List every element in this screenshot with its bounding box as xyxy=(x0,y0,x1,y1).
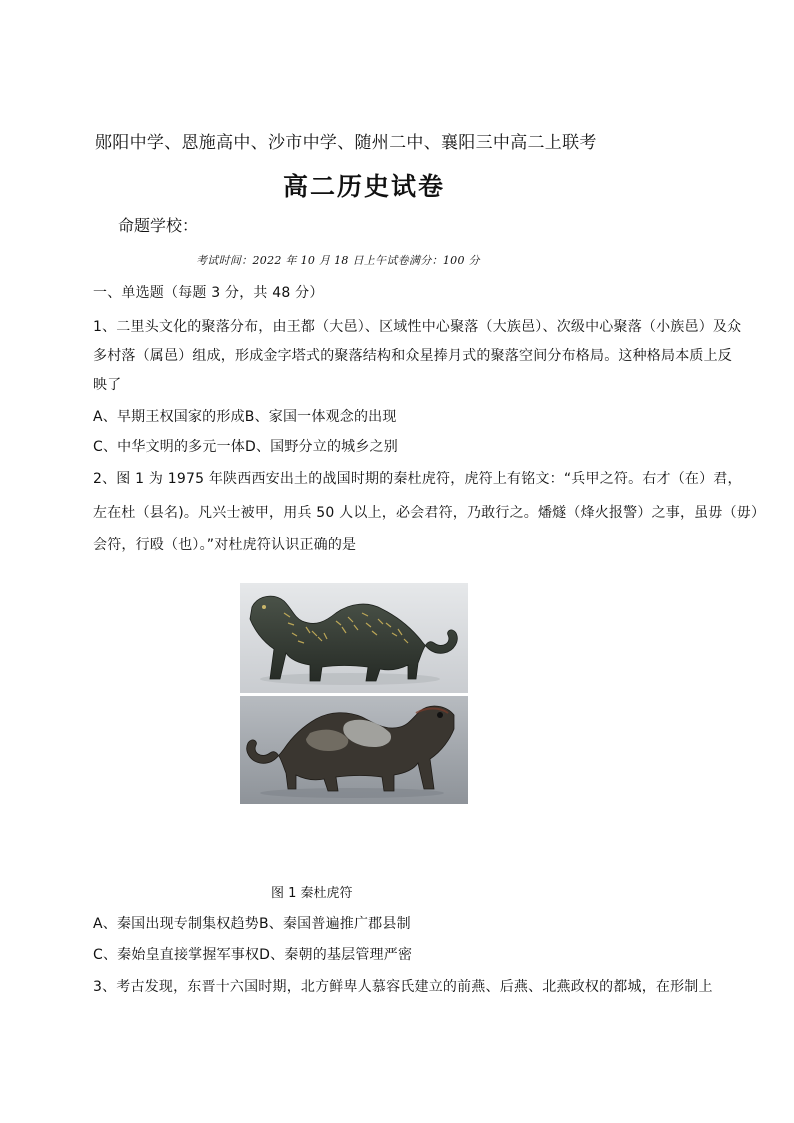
q2-options-cd: C、秦始皇直接掌握军事权D、秦朝的基层管理严密 xyxy=(93,947,413,963)
page-title: 高二历史试卷 xyxy=(283,172,446,201)
figure-caption: 图 1 秦杜虎符 xyxy=(271,886,353,901)
q1-options-ab: A、早期王权国家的形成B、家国一体观念的出现 xyxy=(93,409,397,425)
q2-line2: 左在杜（县名)。凡兴士被甲，用兵 50 人以上，必会君符，乃敢行之。燔燧（烽火报警）之事，虽毋（毋） xyxy=(93,505,766,521)
q1-line2: 多村落（属邑）组成，形成金字塔式的聚落结构和众星捧月式的聚落空间分布格局。这种格局本质上反 xyxy=(93,348,732,364)
school-label: 命题学校： xyxy=(118,216,199,235)
q2-line1: 2、图 1 为 1975 年陕西西安出土的战国时期的秦杜虎符，虎符上有铭文：“兵甲之符。右才（在）君， xyxy=(93,471,742,487)
exam-info: 考试时间：2022 年 10 月 18 日上午试卷满分：100 分 xyxy=(196,254,480,267)
q1-line1: 1、二里头文化的聚落分布，由王都（大邑）、区域性中心聚落（大族邑）、次级中心聚落（小族邑）及众 xyxy=(93,319,742,335)
tiger-tally-photo-bottom xyxy=(240,696,468,804)
section-heading: 一、单选题（每题 3 分，共 48 分） xyxy=(93,285,324,301)
tiger-tally-figure xyxy=(240,583,468,804)
q2-line3: 会符，行殴（也）。”对杜虎符认识正确的是 xyxy=(93,537,357,553)
q1-line3: 映了 xyxy=(93,377,122,393)
q3-line1: 3、考古发现，东晋十六国时期，北方鲜卑人慕容氏建立的前燕、后燕、北燕政权的都城，在形制上 xyxy=(93,979,713,995)
tiger-tally-photo-top xyxy=(240,583,468,693)
q2-options-ab: A、秦国出现专制集权趋势B、秦国普遍推广郡县制 xyxy=(93,916,411,932)
q1-options-cd: C、中华文明的多元一体D、国野分立的城乡之别 xyxy=(93,439,398,455)
exam-header: 郧阳中学、恩施高中、沙市中学、随州二中、襄阳三中高二上联考 xyxy=(95,133,597,153)
